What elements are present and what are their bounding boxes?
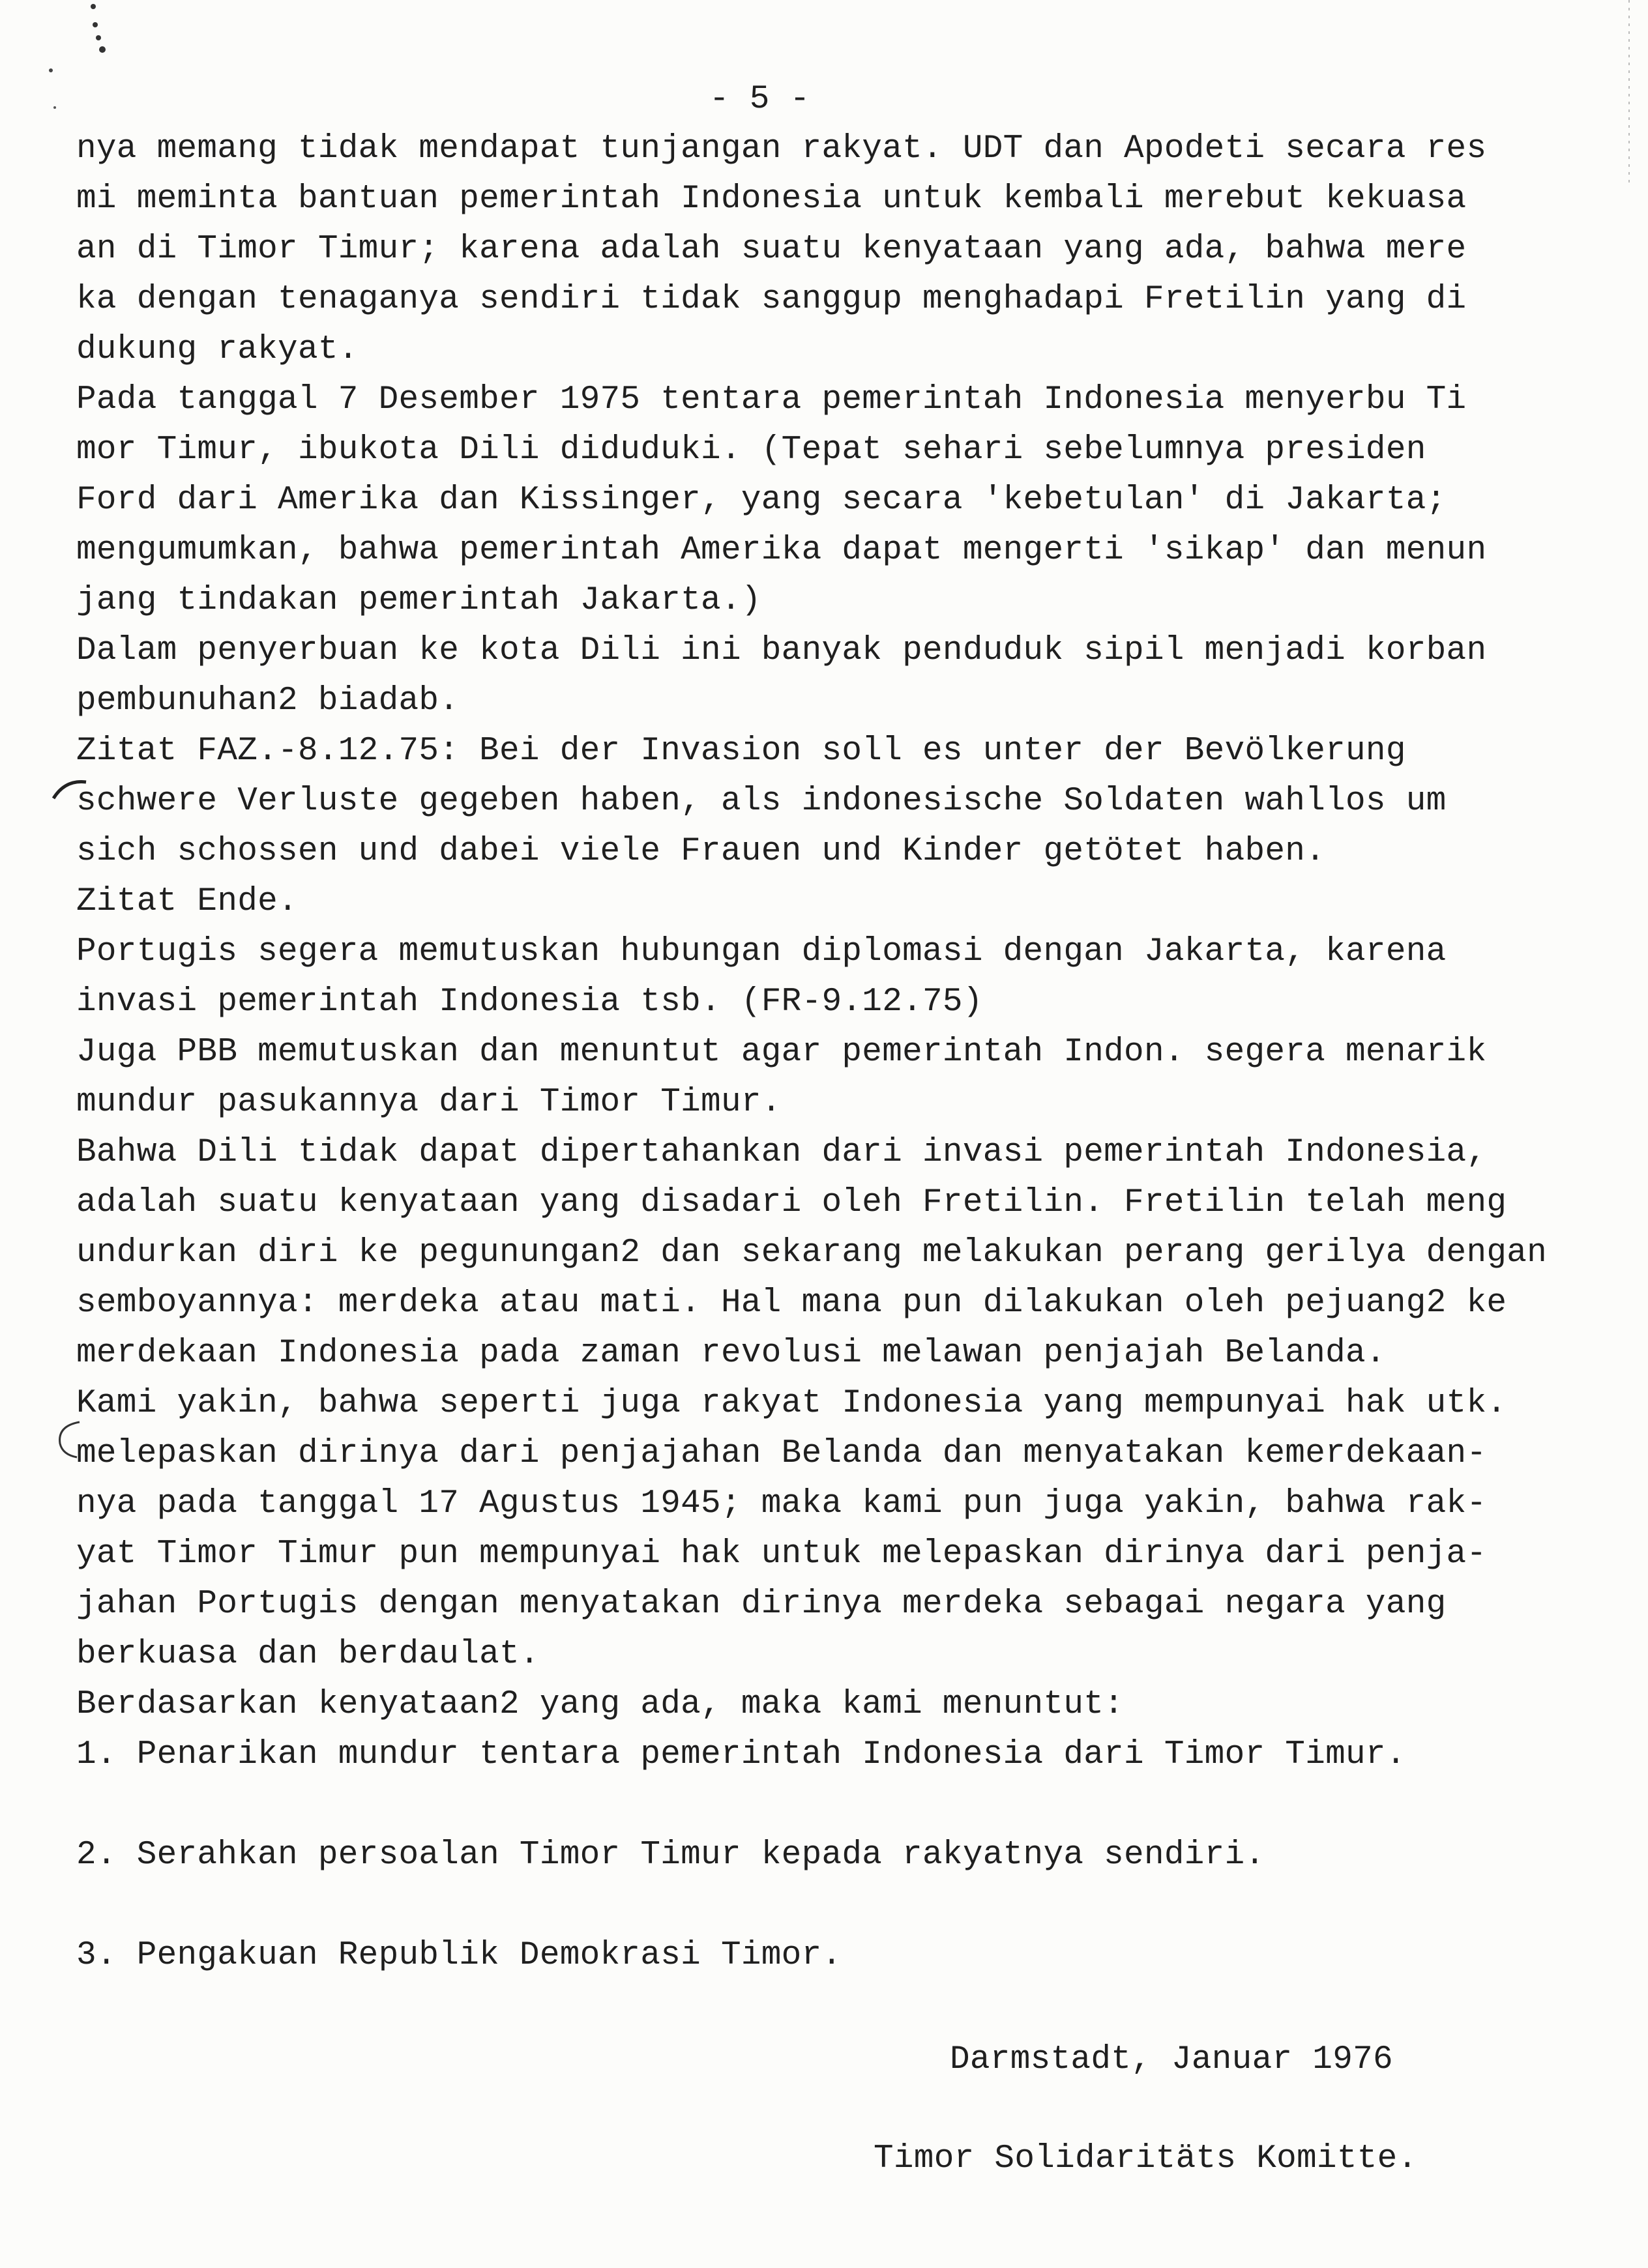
- body-line: Pada tanggal 7 Desember 1975 tentara pemerintah Indonesia menyerbu Ti: [76, 381, 1467, 418]
- body-line: melepaskan dirinya dari penjajahan Belanda dan menyatakan kemerdekaan-: [76, 1435, 1487, 1472]
- body-line: jang tindakan pemerintah Jakarta.): [76, 582, 761, 619]
- page-number: - 5 -: [709, 81, 810, 118]
- ink-speck: [49, 68, 53, 72]
- body-line: ka dengan tenaganya sendiri tidak sanggup menghadapi Fretilin yang di: [76, 281, 1467, 318]
- ink-speck: [99, 46, 106, 53]
- demand-item: 1. Penarikan mundur tentara pemerintah Indonesia dari Timor Timur.: [76, 1736, 1406, 1773]
- body-line: berkuasa dan berdaulat.: [76, 1636, 540, 1673]
- body-line: Bahwa Dili tidak dapat dipertahankan dari invasi pemerintah Indonesia,: [76, 1134, 1487, 1171]
- body-line: an di Timor Timur; karena adalah suatu kenyataan yang ada, bahwa mere: [76, 231, 1467, 268]
- body-line: Ford dari Amerika dan Kissinger, yang secara 'kebetulan' di Jakarta;: [76, 482, 1447, 519]
- body-line: yat Timor Timur pun mempunyai hak untuk melepaskan dirinya dari penja-: [76, 1535, 1487, 1573]
- body-line: nya pada tanggal 17 Agustus 1945; maka kami pun juga yakin, bahwa rak-: [76, 1485, 1487, 1522]
- ink-speck: [53, 106, 56, 109]
- ink-speck: [91, 4, 96, 9]
- body-line: Juga PBB memutuskan dan menuntut agar pemerintah Indon. segera menarik: [76, 1034, 1487, 1071]
- ink-speck: [96, 35, 101, 40]
- body-line: invasi pemerintah Indonesia tsb. (FR-9.12.75): [76, 983, 983, 1021]
- demand-item: 2. Serahkan persoalan Timor Timur kepada rakyatnya sendiri.: [76, 1837, 1265, 1874]
- body-line: merdekaan Indonesia pada zaman revolusi melawan penjajah Belanda.: [76, 1335, 1386, 1372]
- body-line: nya memang tidak mendapat tunjangan rakyat. UDT dan Apodeti secara res: [76, 130, 1487, 167]
- place-date: Darmstadt, Januar 1976: [950, 2041, 1393, 2078]
- body-line: mor Timur, ibukota Dili diduduki. (Tepat sehari sebelumnya presiden: [76, 431, 1426, 469]
- body-line: Portugis segera memutuskan hubungan diplomasi dengan Jakarta, karena: [76, 933, 1447, 970]
- body-line: undurkan diri ke pegunungan2 dan sekarang melakukan perang gerilya dengan: [76, 1234, 1548, 1272]
- ink-speck: [93, 22, 98, 27]
- body-text: [76, 124, 1547, 1981]
- body-line: mi meminta bantuan pemerintah Indonesia untuk kembali merebut kekuasa: [76, 181, 1467, 218]
- body-line: semboyannya: merdeka atau mati. Hal mana pun dilakukan oleh pejuang2 ke: [76, 1285, 1507, 1322]
- body-line: Kami yakin, bahwa seperti juga rakyat Indonesia yang mempunyai hak utk.: [76, 1385, 1507, 1422]
- body-line: Dalam penyerbuan ke kota Dili ini banyak penduduk sipil menjadi korban: [76, 632, 1487, 669]
- body-line: mengumumkan, bahwa pemerintah Amerika dapat mengerti 'sikap' dan menun: [76, 532, 1487, 569]
- body-line: jahan Portugis dengan menyatakan dirinya merdeka sebagai negara yang: [76, 1586, 1447, 1623]
- signature: Timor Solidaritäts Komitte.: [874, 2140, 1418, 2177]
- body-line: pembunuhan2 biadab.: [76, 682, 460, 720]
- demands-list: [76, 1730, 1547, 1981]
- body-line: Berdasarkan kenyataan2 yang ada, maka kami menuntut:: [76, 1686, 1125, 1723]
- quote-line: schwere Verluste gegeben haben, als indonesische Soldaten wahllos um: [76, 783, 1447, 820]
- quote-line: sich schossen und dabei viele Frauen und Kinder getötet haben.: [76, 833, 1326, 870]
- quote-line: Zitat FAZ.-8.12.75: Bei der Invasion soll es unter der Bevölkerung: [76, 733, 1406, 770]
- body-line: mundur pasukannya dari Timor Timur.: [76, 1084, 782, 1121]
- body-line: adalah suatu kenyataan yang disadari oleh Fretilin. Fretilin telah meng: [76, 1184, 1507, 1221]
- quote-line: Zitat Ende.: [76, 883, 298, 920]
- body-line: dukung rakyat.: [76, 331, 359, 368]
- demand-item: 3. Pengakuan Republik Demokrasi Timor.: [76, 1937, 842, 1974]
